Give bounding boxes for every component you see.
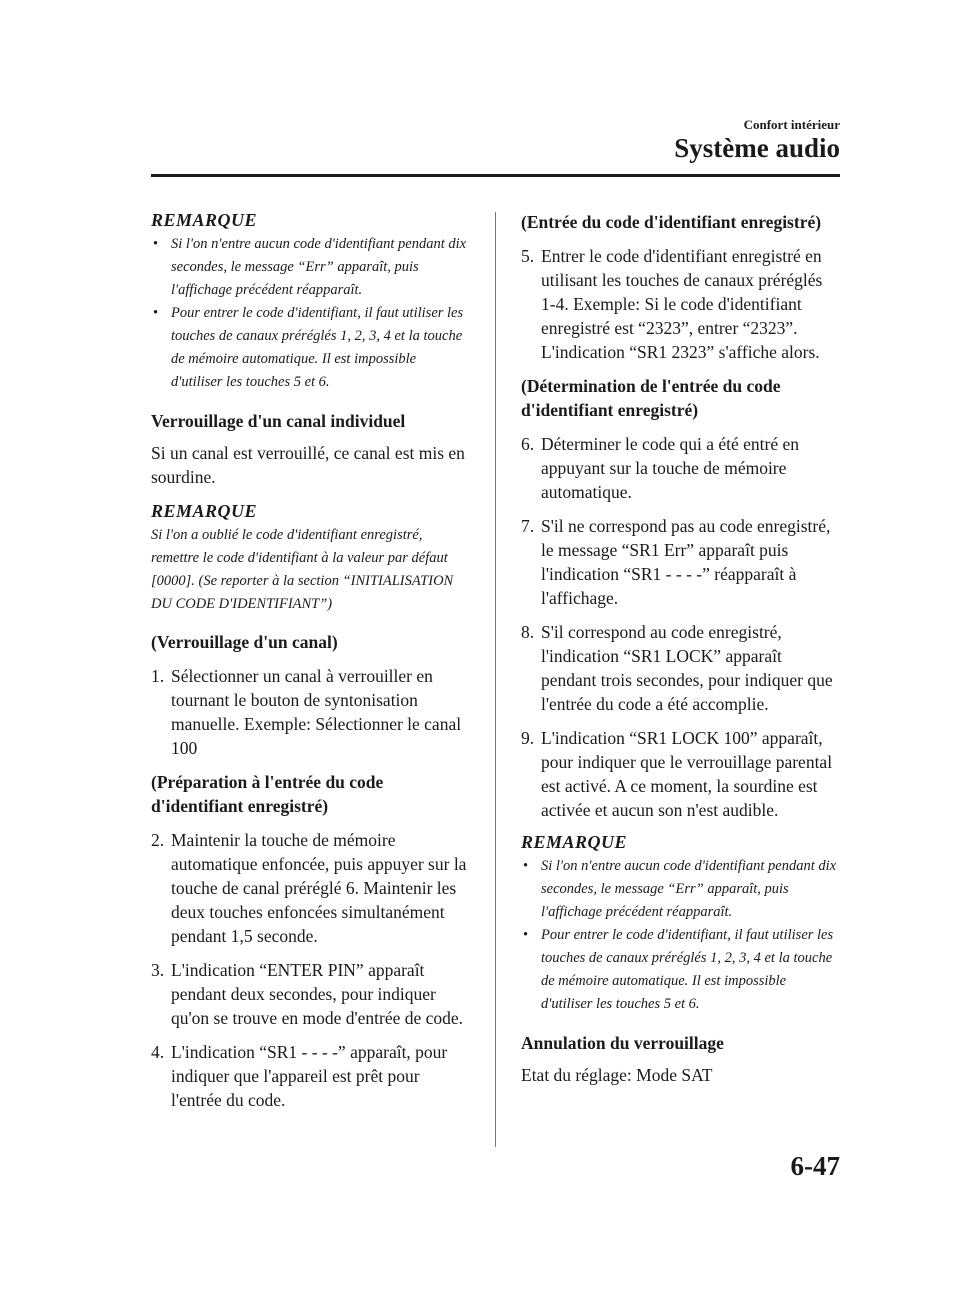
note-item: • Si l'on n'entre aucun code d'identifiant pendant dix secondes, le message “Err” apparaît, puis l'affichage précédent réapparaît. [521, 855, 841, 924]
step-text: S'il ne correspond pas au code enregistré, le message “SR1 Err” apparaît puis l'indication “SR1 - - - -” réapparaît à l'affichage. [541, 516, 831, 608]
note-block [151, 501, 471, 616]
step-number: 9. [521, 728, 535, 748]
step-item [151, 664, 471, 760]
step-group-heading: (Entrée du code d'identifiant enregistré) [521, 212, 822, 232]
step-text: Entrer le code d'identifiant enregistré en utilisant les touches de canaux préréglés 1-4. Exemple: Si le code d'identifiant enregistré est “2323”, entrer “2323”. L'indication “SR1 2323” s'affiche alors. [541, 246, 823, 362]
step-item [521, 432, 841, 504]
right-column [521, 210, 841, 1087]
note-heading: REMARQUE [151, 501, 258, 521]
section-heading-lock: Verrouillage d'un canal individuel [151, 411, 406, 431]
step-item [151, 958, 471, 1030]
step-item [521, 514, 841, 610]
step-number: 3. [151, 960, 165, 980]
step-item [151, 1040, 471, 1112]
step-item [521, 726, 841, 822]
page-number: 6-47 [790, 1151, 840, 1181]
step-number: 4. [151, 1042, 165, 1062]
note-item: • Pour entrer le code d'identifiant, il faut utiliser les touches de canaux préréglés 1, 2, 3, 4 et la touche de mémoire automatique. Il est impossible d'utiliser les touches 5 et 6. [151, 302, 471, 394]
step-text: Maintenir la touche de mémoire automatique enfoncée, puis appuyer sur la touche de canal préréglé 6. Maintenir les deux touches enfoncées simultanément pendant 1,5 seconde. [171, 830, 467, 946]
step-number: 5. [521, 246, 535, 266]
step-text: L'indication “ENTER PIN” apparaît pendant deux secondes, pour indiquer qu'on se trouve en mode d'entrée de code. [171, 960, 464, 1028]
note-list [151, 233, 471, 394]
header-section-label: Confort intérieur [743, 117, 840, 132]
header-rule [151, 174, 840, 177]
note-item: • Si l'on n'entre aucun code d'identifiant pendant dix secondes, le message “Err” apparaît, puis l'affichage précédent réapparaît. [151, 233, 471, 302]
note-heading: REMARQUE [151, 210, 258, 230]
step-text: L'indication “SR1 LOCK 100” apparaît, pour indiquer que le verrouillage parental est activé. A ce moment, la sourdine est activée et aucun son n'est audible. [541, 728, 833, 820]
paragraph: Etat du réglage: Mode SAT [521, 1065, 713, 1085]
step-item [521, 620, 841, 716]
note-list [521, 855, 841, 1016]
step-group-heading: (Détermination de l'entrée du code d'identifiant enregistré) [521, 376, 781, 420]
paragraph: Si un canal est verrouillé, ce canal est mis en sourdine. [151, 443, 465, 487]
step-item [151, 828, 471, 948]
step-group-heading: (Préparation à l'entrée du code d'identifiant enregistré) [151, 772, 384, 816]
step-text: Sélectionner un canal à verrouiller en tournant le bouton de syntonisation manuelle. Exemple: Sélectionner le canal 100 [171, 666, 462, 758]
note-text: Si l'on a oublié le code d'identifiant enregistré, remettre le code d'identifiant à la valeur par défaut [0000]. (Se reporter à la section “INITIALISATION DU CODE D'IDENTIFIANT”) [151, 527, 454, 612]
left-column [151, 210, 471, 1112]
step-number: 7. [521, 516, 535, 536]
step-number: 1. [151, 666, 165, 686]
step-text: L'indication “SR1 - - - -” apparaît, pour indiquer que l'appareil est prêt pour l'entrée du code. [171, 1042, 448, 1110]
page-title: Système audio [674, 133, 840, 163]
step-text: Déterminer le code qui a été entré en appuyant sur la touche de mémoire automatique. [541, 434, 799, 502]
step-number: 8. [521, 622, 535, 642]
note-heading: REMARQUE [521, 832, 628, 852]
column-divider [495, 212, 496, 1147]
note-item: • Pour entrer le code d'identifiant, il faut utiliser les touches de canaux préréglés 1, 2, 3, 4 et la touche de mémoire automatique. Il est impossible d'utiliser les touches 5 et 6. [521, 924, 841, 1016]
section-heading-cancel: Annulation du verrouillage [521, 1033, 724, 1053]
step-number: 6. [521, 434, 535, 454]
note-block [151, 210, 471, 394]
step-number: 2. [151, 830, 165, 850]
step-item [521, 244, 841, 364]
step-group-heading: (Verrouillage d'un canal) [151, 632, 338, 652]
note-block [521, 832, 841, 1016]
step-text: S'il correspond au code enregistré, l'indication “SR1 LOCK” apparaît pendant trois secondes, pour indiquer que l'entrée du code a été accomplie. [541, 622, 833, 714]
